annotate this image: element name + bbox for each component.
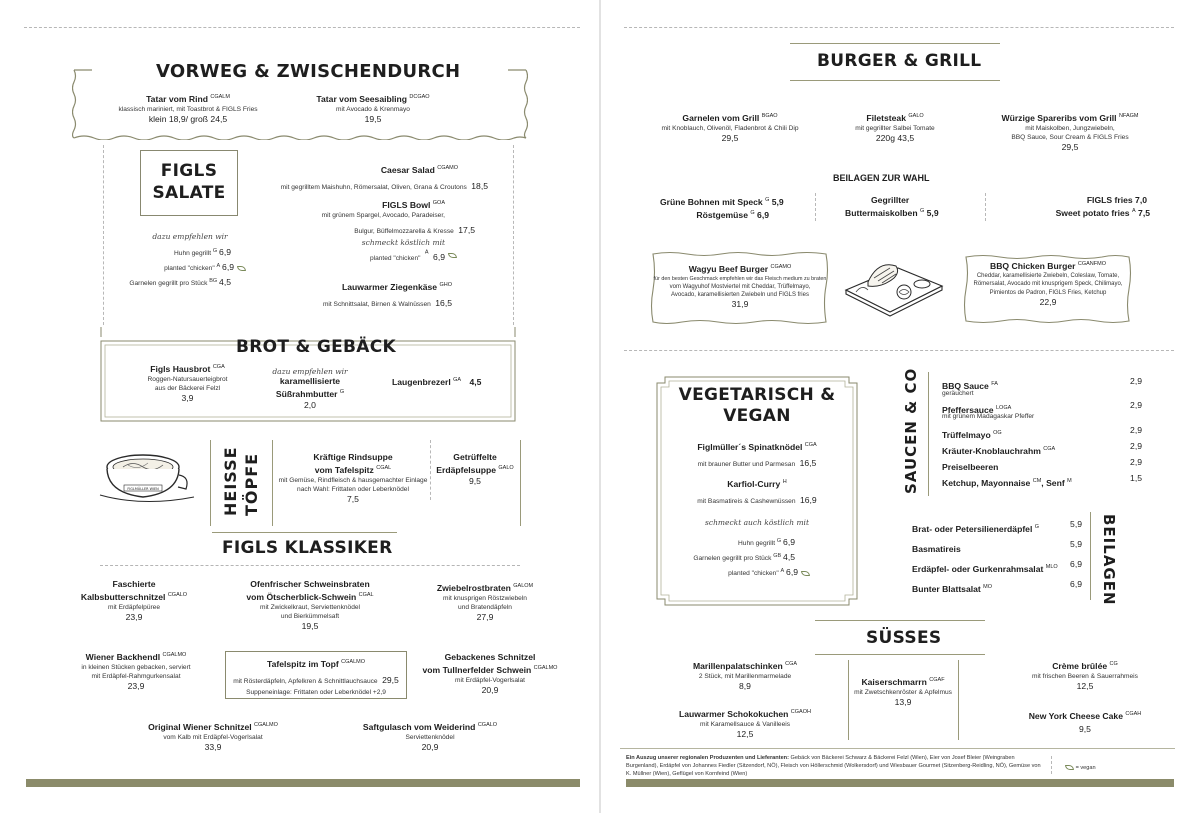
menu-item-kalbsbutterschnitzel: Faschierte Kalbsbutterschnitzel $^{CGALO}$ mit Erdäpfelpüree 23,9 <box>80 579 188 622</box>
menu-item-kaiserschmarrn: Kaiserschmarrn $^{CGAF}$ mit Zwetschkenröster & Apfelmus 13,9 <box>854 676 952 707</box>
menu-item-zwiebelrostbraten: Zwiebelrostbraten $^{GALOM}$ mit knusprigen Röstzwiebeln und Bratendäpfeln 27,9 <box>436 582 534 622</box>
menu-item-creme-brulee: Crème brûlée $^{CG}$ mit frischen Beeren & Sauerrahmeis 12,5 <box>1032 660 1138 691</box>
sauce-item: Ketchup, Mayonnaise $^{CM}$, Senf $^M$ 1,5 <box>942 473 1142 488</box>
menu-item-figls-bowl: FIGLS Bowl $^{GOA}$ mit grünem Spargel, Avocado, Paradeiser, Bulgur, Büffelmozzarella & Kresse 17,5 schmeckt köstlich mit planted "chicken" $^A$ 6,9 <box>280 198 475 265</box>
menu-item-gebackenes-schnitzel: Gebackenes Schnitzel vom Tullnerfelder Schwein $^{CGALMO}$ mit Erdäpfel-Vogerlsalat 20,9 <box>422 652 558 695</box>
divider <box>928 372 929 496</box>
sauce-item: Kräuter-Knoblauchrahm $^{CGA}$ 2,9 <box>942 441 1142 456</box>
sauce-item: Pfeffersauce $^{LOGA}$ 2,9 <box>942 400 1142 415</box>
vegan-leaf-icon <box>237 266 246 271</box>
vegan-title: VEGETARISCH & VEGAN <box>678 385 836 426</box>
suesses-title: SÜSSES <box>866 628 942 648</box>
beilage-item: Brat- oder Petersilienerdäpfel $^G$ 5,9 <box>912 519 1082 534</box>
menu-item-karfiol-curry: Karfiol-Curry $^H$ mit Basmatireis & Cashewnüssen 16,9 <box>697 478 817 505</box>
recommend-script: schmeckt köstlich mit <box>361 237 445 247</box>
bottom-bar-left <box>26 779 580 787</box>
sauce-item: BBQ Sauce $^{FA}$ 2,9 <box>942 376 1142 391</box>
menu-item-spinatknoedel: Figlmüller´s Spinatknödel $^{CGA}$ mit brauner Butter und Parmesan 16,5 <box>697 441 817 468</box>
beilage-item: Bunter Blattsalat $^{MO}$ 6,9 <box>912 579 1082 594</box>
dish-description: klassisch mariniert, mit Toastbrot & FIGLS Fries <box>118 105 258 113</box>
menu-item-marillenpalatschinken: Marillenpalatschinken $^{CGA}$ 2 Stück, mit Marillenmarmelade 8,9 <box>692 660 798 691</box>
saucen-list: BBQ Sauce $^{FA}$ 2,9 geräuchert Pfeffersauce $^{LOGA}$ 2,9 mit grünem Madagaskar Pfeffer Trüffelmayo $^{OG}$ 2,9 Kräuter-Knoblauchrahm $^{CGA}$ 2,9 Preiselbeeren 2,9 Ketchup, Mayonnaise $^{CM}$, Senf $^M$ 1,5 <box>942 376 1142 488</box>
guide-line <box>103 145 104 325</box>
menu-item-hausbrot: Figls Hausbrot $^{CGA}$ Roggen-Natursauerteigbrot aus der Bäckerei Felzl 3,9 <box>147 363 228 403</box>
divider <box>620 748 1175 749</box>
side-item: Huhn gegrillt $^G$ 6,9 <box>738 537 795 548</box>
dish-price: klein 18,9/ groß 24,5 <box>148 113 228 124</box>
menu-item-laugenbrezerl: Laugenbrezerl $^{GA}$ 4,5 <box>392 376 482 387</box>
menu-item-schweinsbraten: Ofenfrischer Schweinsbraten vom Ötscherblick-Schwein $^{CGAL}$ mit Zwickelkraut, Serviettenknödel und Bierkümmelsaft 19,5 <box>246 579 374 631</box>
recommend-script: dazu empfehlen wir <box>152 232 228 241</box>
recommend-script: schmeckt auch köstlich mit <box>705 518 809 527</box>
beilage-item: Basmatireis 5,9 <box>912 539 1082 554</box>
dish-name: Tatar vom Rind <box>146 93 208 104</box>
brot-title: BROT & GEBÄCK <box>236 337 396 357</box>
guide-line <box>815 193 816 221</box>
top-border-right <box>624 27 1174 28</box>
divider <box>520 440 521 526</box>
menu-item-bbq-chicken-burger: BBQ Chicken Burger $^{CGANFMO}$ Cheddar, karamellisierte Zwiebeln, Coleslaw, Tomate, Römersalat, Avocado mit knusprigem Speck, Chilimayo, Pimientos de Padron, FIGLS Fries, Ketchup 22,9 <box>973 260 1123 308</box>
soup-pot-illustration <box>98 445 198 511</box>
beilage-item: Erdäpfel- oder Gurkenrahmsalat $^{MLO}$ 6,9 <box>912 559 1082 574</box>
menu-item-caesar-salad: Caesar Salad $^{CGAMO}$ mit gegrilltem Maishuhn, Römersalat, Oliven, Grana & Croutons 18,5 <box>280 164 488 191</box>
divider <box>815 654 985 655</box>
guide-line <box>513 145 514 325</box>
sauce-item: Trüffelmayo $^{OG}$ 2,9 <box>942 425 1142 440</box>
toepfe-title-line2: TÖPFE <box>242 452 261 516</box>
supplier-footnote: Ein Auszug unserer regionalen Produzenten und Lieferanten: Gebäck von Bäckerei Schwarz & Bäckerei Felzl (Wien), Eier von Josef Bleier (Weingraben Burgenland), Erdäpfel von Johannes Fiedler (Sitzendorf, NÖ), Fleisch von Höllerschmid (Wolkersdorf) und Wiesbauer Gourmet (Sitzenberg-Reidling, NÖ), Gemüse von K. Müllner (Wien), Geflügel von Kornfeind (Wien) <box>626 755 1041 777</box>
menu-item-cheesecake: New York Cheese Cake $^{CGAH}$ 9,5 <box>1028 710 1142 734</box>
menu-item-saftgulasch: Saftgulasch vom Weiderind $^{CGALO}$ Serviettenknödel 20,9 <box>362 721 498 752</box>
vegan-leaf-icon <box>801 571 810 576</box>
side-item: Huhn gegrillt $^G$ 6,9 <box>174 247 231 258</box>
vegan-extras-list <box>660 535 810 581</box>
beilagen-title: BEILAGEN <box>1100 514 1118 606</box>
recommend-script: dazu empfehlen wir <box>272 367 348 376</box>
vegan-leaf-icon <box>1065 765 1074 770</box>
menu-item-backhendl: Wiener Backhendl $^{CGALMO}$ in kleinen Stücken gebacken, serviert mit Erdäpfel-Rahmgurkensalat 23,9 <box>81 651 191 691</box>
side-item: planted "chicken" $^A$ 6,9 <box>660 565 810 580</box>
pot-label-text: FIGLMÜLLER WIEN <box>127 487 159 491</box>
divider <box>212 532 397 533</box>
beilagen-wahl-col1: Grüne Bohnen mit Speck $^G$ 5,9 Röstgemüse $^G$ 6,9 <box>660 196 784 220</box>
allergen-codes: CGALM <box>210 94 230 100</box>
menu-item-spareribs: Würzige Spareribs vom Grill $^{NFAGM}$ mit Maiskolben, Jungzwiebeln, BBQ Sauce, Sour Cream & FIGLS Fries 29,5 <box>1001 112 1139 152</box>
burger-title: BURGER & GRILL <box>817 51 982 71</box>
dish-name: Tatar vom Seesaibling <box>316 93 408 104</box>
menu-item-wagyu-burger: Wagyu Beef Burger $^{CGAMO}$ für den besten Geschmack empfehlen wir das Fleisch medium zu braten vom Wagyuhof Mostviertel mit Cheddar, Trüffelmayo, Avocado, karamellisierten Zwiebeln und FIGLS fries 31,9 <box>653 263 827 309</box>
guide-line <box>985 193 986 221</box>
top-border-left <box>24 27 580 28</box>
menu-item-tatar-rind <box>108 92 268 125</box>
dish-price: 19,5 <box>364 113 382 124</box>
klassiker-title: FIGLS KLASSIKER <box>222 538 393 558</box>
divider <box>624 350 1174 351</box>
beilagen-list <box>912 519 1082 599</box>
divider <box>958 660 959 740</box>
menu-item-garnelen: Garnelen vom Grill $^{BGAO}$ mit Knoblauch, Olivenöl, Fladenbrot & Chili Dip 29,5 <box>661 112 799 143</box>
salate-side-list <box>120 245 246 291</box>
menu-item-tafelspitz: Tafelspitz im Topf $^{CGALMO}$ mit Rösterdäpfeln, Apfelkren & Schnittlauchsauce 29,5 Suppeneinlage: Frittaten oder Leberknödel +2,9 <box>233 658 399 696</box>
dish-description: mit Avocado & Krenmayo <box>336 105 410 113</box>
divider <box>1090 512 1091 600</box>
bottom-bar-right <box>626 779 1174 787</box>
salate-title: FIGLS SALATE <box>152 161 226 203</box>
side-item: Garnelen gegrillt pro Stück $^{GB}$ 4,5 <box>693 552 795 563</box>
vegan-leaf-icon <box>448 253 457 258</box>
menu-item-rindsuppe: Kräftige Rindsuppe vom Tafelspitz $^{CGAL}$ mit Gemüse, Rindfleisch & hausgemachter Einlage nach Wahl: Frittaten oder Leberknödel 7,5 <box>278 452 428 504</box>
beilagen-wahl-col2: Gegrillter Buttermaiskolben $^G$ 5,9 <box>845 195 939 218</box>
menu-item-tatar-saibling <box>298 92 448 125</box>
menu-item-butter: dazu empfehlen wir karamellisierte Süßrahmbutter $^G$ 2,0 <box>245 367 375 411</box>
divider <box>272 440 273 526</box>
beilagen-wahl-col3: FIGLS fries 7,0 Sweet potato fries $^A$ 7,5 <box>1055 195 1150 218</box>
menu-item-ziegenkaese: Lauwarmer Ziegenkäse $^{GHO}$ mit Schnittsalat, Birnen & Walnüssen 16,5 <box>322 281 452 308</box>
vegan-legend: = vegan <box>1062 764 1096 772</box>
vorweg-title: VORWEG & ZWISCHENDURCH <box>156 61 461 82</box>
divider <box>790 80 1000 81</box>
divider <box>210 440 211 526</box>
divider <box>100 565 520 566</box>
menu-item-erdaepfelsuppe: Getrüffelte Erdäpfelsuppe $^{GALO}$ 9,5 <box>436 452 514 486</box>
side-item: Garnelen gegrillt pro Stück $^{BG}$ 4,5 <box>129 277 231 288</box>
menu-item-filetsteak: Filetsteak $^{GALO}$ mit gegrillter Salbei Tomate 220g 43,5 <box>855 112 935 143</box>
sauce-item: Preiselbeeren 2,9 <box>942 457 1142 472</box>
page-spine <box>599 0 601 813</box>
grill-board-illustration <box>838 254 950 318</box>
toepfe-title: HEISSE <box>221 446 240 516</box>
divider <box>815 620 985 621</box>
menu-item-schokokuchen: Lauwarmer Schokokuchen $^{CGAOH}$ mit Karamellsauce & Vanilleeis 12,5 <box>679 708 811 739</box>
menu-item-wiener-schnitzel: Original Wiener Schnitzel $^{CGALMO}$ vom Kalb mit Erdäpfel-Vogerlsalat 33,9 <box>148 721 278 752</box>
divider <box>790 43 1000 44</box>
allergen-codes: DCGAO <box>409 94 430 100</box>
side-item: planted "chicken" $^A$ 6,9 <box>120 260 246 275</box>
beilagen-wahl-title: BEILAGEN ZUR WAHL <box>833 173 930 183</box>
guide-line <box>1051 756 1052 774</box>
saucen-title: SAUCEN & CO <box>902 367 920 494</box>
